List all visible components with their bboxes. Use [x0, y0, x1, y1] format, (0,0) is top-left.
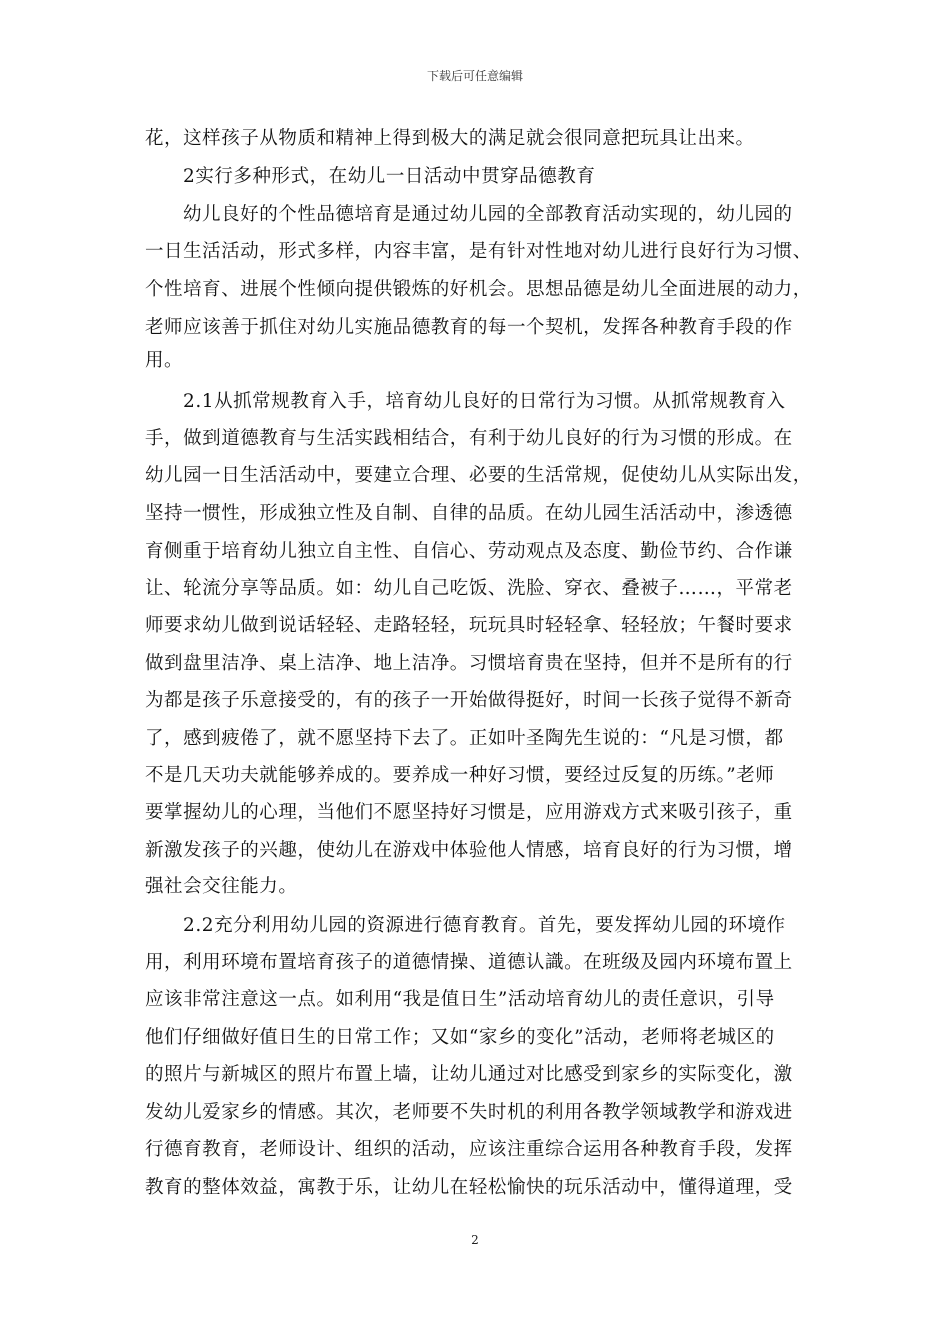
text-line: 坚持一惯性，形成独立性及自制、自律的品质。在幼儿园生活活动中，渗透德	[145, 503, 793, 524]
text-line: 行德育教育，老师设计、组织的活动，应该注重综合运用各种教育手段，发挥	[145, 1139, 793, 1160]
text-line: 强社会交往能力。	[145, 876, 298, 897]
text-line: 让、轮流分享等品质。如：幼儿自己吃饭、洗脸、穿衣、叠被子……，平常老	[145, 578, 793, 599]
text-line: 用，利用环境布置培育孩子的道德情操、道德认識。在班级及园内环境布置上	[145, 952, 793, 973]
text-line: 花，这样孩子从物质和精神上得到极大的满足就会很同意把玩具让出来。	[145, 128, 755, 149]
text-line: 育侧重于培育幼儿独立自主性、自信心、劳动观点及态度、勤俭节约、合作谦	[145, 541, 793, 562]
text-line: 要掌握幼儿的心理，当他们不愿坚持好习惯是，应用游戏方式来吸引孩子，重	[145, 802, 793, 823]
text-line: 教育的整体效益，寓教于乐，让幼儿在轻松愉快的玩乐活动中，懂得道理，受	[145, 1177, 793, 1198]
text-line: 手，做到道德教育与生活实践相结合，有利于幼儿良好的行为习惯的形成。在	[145, 428, 793, 449]
text-line: 幼儿园一日生活活动中，要建立合理、必要的生活常规，促使幼儿从实际出发，	[145, 465, 812, 486]
page-number: 2	[471, 1233, 479, 1247]
text-line: 用。	[145, 350, 184, 371]
text-line: 幼儿良好的个性品德培育是通过幼儿园的全部教育活动实现的，幼儿园的	[183, 204, 793, 225]
text-line: 做到盘里洁净、桌上洁净、地上洁净。习惯培育贵在坚持，但并不是所有的行	[145, 653, 793, 674]
section-heading: 2实行多种形式，在幼儿一日活动中贯穿品德教育	[183, 166, 596, 187]
text-line: 新激发孩子的兴趣，使幼儿在游戏中体验他人情感，培育良好的行为习惯，增	[145, 840, 793, 861]
text-line: 个性培育、进展个性倾向提供锻炼的好机会。思想品德是幼儿全面进展的动力，	[145, 279, 812, 300]
text-line: 2.2充分利用幼儿园的资源进行德育教育。首先，要发挥幼儿园的环境作	[183, 915, 786, 936]
text-line: 的照片与新城区的照片布置上墙，让幼儿通过对比感受到家乡的实际变化，激	[145, 1064, 793, 1085]
text-line: 他们仔细做好值日生的日常工作；又如“家乡的变化”活动，老师将老城区的	[145, 1027, 775, 1048]
text-line: 不是几天功夫就能够养成的。要养成一种好习惯，要经过反复的历练。”老师	[145, 765, 775, 786]
text-line: 老师应该善于抓住对幼儿实施品德教育的每一个契机，发挥各种教育手段的作	[145, 317, 793, 338]
text-line: 了，感到疲倦了，就不愿坚持下去了。正如叶圣陶先生说的：“凡是习惯，都	[145, 728, 784, 749]
text-line: 师要求幼儿做到说话轻轻、走路轻轻，玩玩具时轻轻拿、轻轻放；午餐时要求	[145, 615, 793, 636]
page-header: 下载后可任意编辑	[426, 69, 523, 83]
text-line: 发幼儿爱家乡的情感。其次，老师要不失时机的利用各教学领域教学和游戏进	[145, 1102, 793, 1123]
text-line: 2.1从抓常规教育入手，培育幼儿良好的日常行为习惯。从抓常规教育入	[183, 391, 786, 412]
text-line: 一日生活活动，形式多样，内容丰富，是有针对性地对幼儿进行良好行为习惯、	[145, 241, 812, 262]
text-line: 应该非常注意这一点。如利用“我是值日生”活动培育幼儿的责任意识，引导	[145, 989, 775, 1010]
text-line: 为都是孩子乐意接受的，有的孩子一开始做得挺好，时间一长孩子觉得不新奇	[145, 690, 793, 711]
